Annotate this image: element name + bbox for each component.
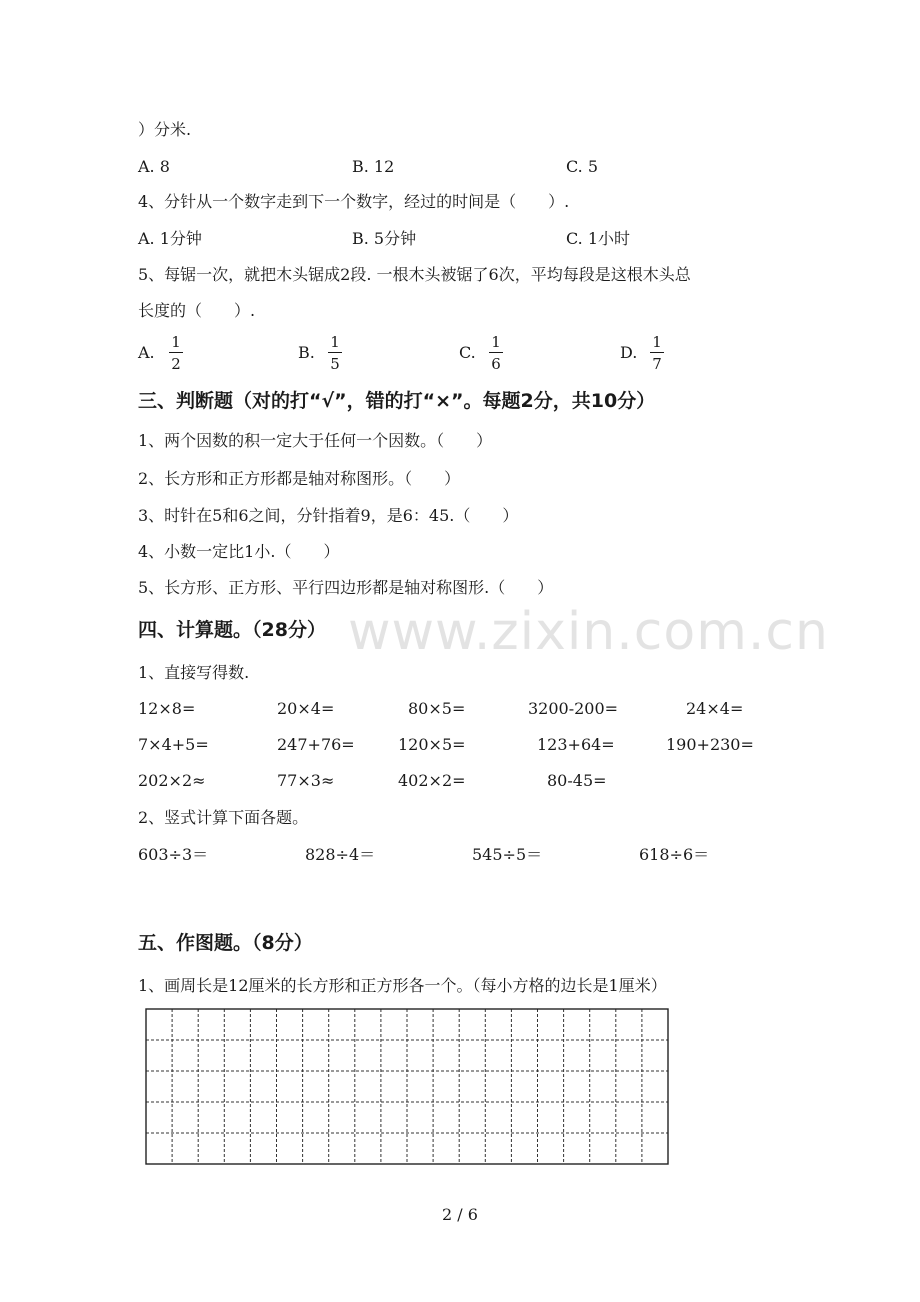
q5-line-2: 长度的（ ）. <box>138 301 256 320</box>
calc-q2-title: 2、竖式计算下面各题。 <box>138 808 309 827</box>
q4-option-b: B. 5分钟 <box>352 229 417 248</box>
q5-option-d-fraction <box>650 334 664 372</box>
fraction-denominator: 5 <box>330 355 340 373</box>
calc-item: 123+64= <box>537 735 615 754</box>
calc-item: 7×4+5= <box>138 735 209 754</box>
watermark <box>348 602 829 662</box>
fraction-denominator: 7 <box>652 355 662 373</box>
q5-option-a-fraction <box>169 334 183 372</box>
section-4-title: 四、计算题。（28分） <box>138 619 326 641</box>
fraction-denominator: 2 <box>171 355 181 373</box>
q3-tail: ）分米. <box>138 120 192 139</box>
watermark-text: www.zixin.com.cn <box>348 602 829 662</box>
drawing-q1: 1、画周长是12厘米的长方形和正方形各一个。（每小方格的边长是1厘米） <box>138 976 667 995</box>
calc-item: 247+76= <box>277 735 355 754</box>
vertical-calc-item: 618÷6＝ <box>639 845 710 864</box>
calc-item: 80-45= <box>547 771 607 790</box>
fraction-numerator: 1 <box>328 334 342 353</box>
q5-option-b-label: B. <box>298 343 315 362</box>
q4-text: 4、分针从一个数字走到下一个数字，经过的时间是（ ）. <box>138 192 570 211</box>
q5-line-1: 5、每锯一次，就把木头锯成2段. 一根木头被锯了6次，平均每段是这根木头总 <box>138 265 691 284</box>
calc-item: 12×8= <box>138 699 196 718</box>
fraction-numerator: 1 <box>650 334 664 353</box>
q3-option-b: B. 12 <box>352 157 395 176</box>
fraction-numerator: 1 <box>489 334 503 353</box>
page-number: 2 / 6 <box>442 1205 478 1224</box>
vertical-calc-item: 828÷4＝ <box>305 845 376 864</box>
calc-item: 120×5= <box>398 735 466 754</box>
vertical-calc-item: 603÷3＝ <box>138 845 209 864</box>
judge-item-5: 5、长方形、正方形、平行四边形都是轴对称图形.（ ） <box>138 578 554 597</box>
calc-item: 402×2= <box>398 771 466 790</box>
calc-q1-title: 1、直接写得数. <box>138 663 250 682</box>
calc-item: 202×2≈ <box>138 771 206 790</box>
judge-item-2: 2、长方形和正方形都是轴对称图形。（ ） <box>138 469 461 488</box>
drawing-grid[interactable] <box>145 1008 670 1166</box>
calc-item: 80×5= <box>408 699 466 718</box>
judge-item-4: 4、小数一定比1小.（ ） <box>138 542 340 561</box>
calc-item: 190+230= <box>666 735 754 754</box>
q5-option-b-fraction <box>328 334 342 372</box>
q5-option-c-fraction <box>489 334 503 372</box>
q5-option-c-label: C. <box>459 343 476 362</box>
calc-item: 24×4= <box>686 699 744 718</box>
q3-option-c: C. 5 <box>566 157 599 176</box>
q4-option-c: C. 1小时 <box>566 229 631 248</box>
section-3-title: 三、判断题（对的打“√”，错的打“×”。每题2分，共10分） <box>138 390 656 412</box>
calc-item: 3200-200= <box>528 699 619 718</box>
judge-item-3: 3、时针在5和6之间，分针指着9，是6：45.（ ） <box>138 506 519 525</box>
q5-option-d-label: D. <box>620 343 638 362</box>
q3-option-a: A. 8 <box>138 157 170 176</box>
q4-option-a: A. 1分钟 <box>138 229 202 248</box>
q5-option-a-label: A. <box>138 343 155 362</box>
calc-item: 20×4= <box>277 699 335 718</box>
calc-item: 77×3≈ <box>277 771 335 790</box>
fraction-denominator: 6 <box>491 355 501 373</box>
judge-item-1: 1、两个因数的积一定大于任何一个因数。（ ） <box>138 431 493 450</box>
section-5-title: 五、作图题。（8分） <box>138 932 313 954</box>
fraction-numerator: 1 <box>169 334 183 353</box>
vertical-calc-item: 545÷5＝ <box>472 845 543 864</box>
